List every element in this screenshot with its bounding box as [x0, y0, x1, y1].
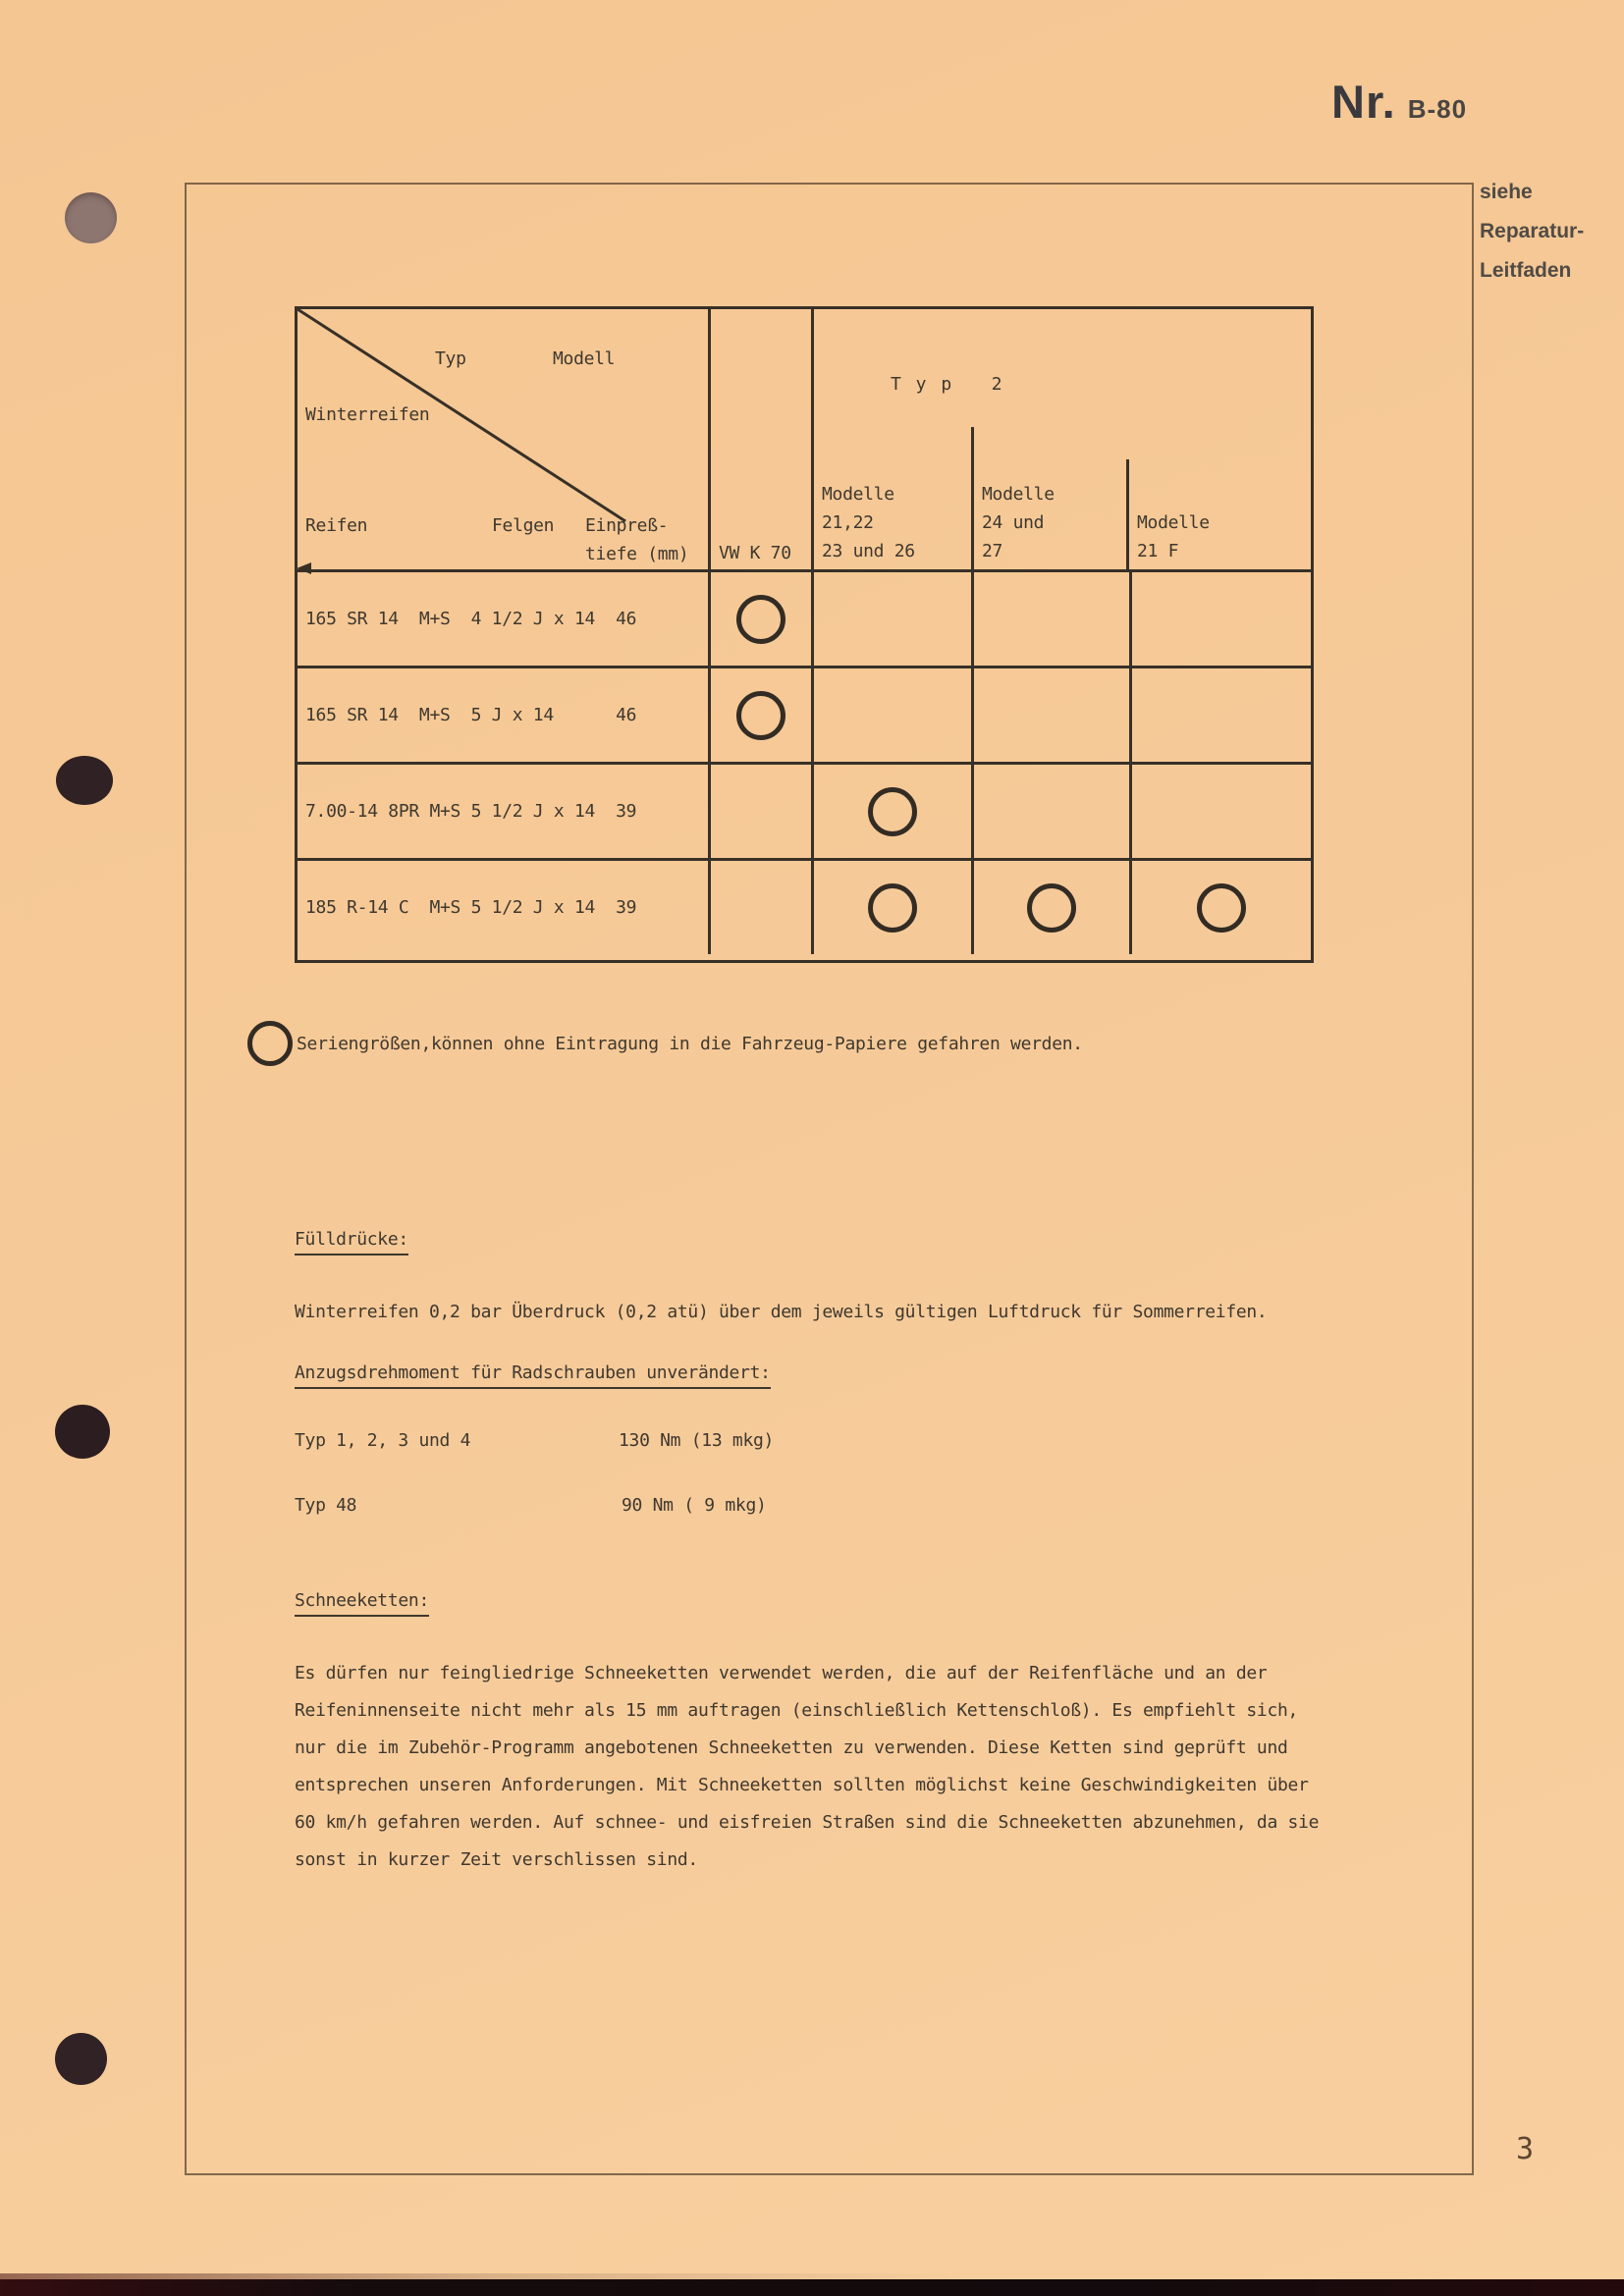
series-mark-cell	[811, 765, 971, 858]
series-mark-cell	[1129, 861, 1311, 954]
side-note-line: Reparatur-	[1480, 220, 1585, 242]
series-size-legend	[247, 1021, 1083, 1066]
document-number-label: Nr.	[1331, 76, 1396, 128]
punch-hole	[65, 192, 117, 243]
punch-hole	[55, 1405, 110, 1459]
series-mark-cell	[708, 572, 811, 666]
series-mark-cell	[708, 765, 811, 858]
document-number	[1331, 75, 1467, 129]
column-header-modelle-24-27: Modelle 24 und 27	[971, 427, 1126, 569]
column-label-felgen: Felgen	[492, 515, 555, 536]
column-label-einpresstiefe-2: tiefe (mm)	[585, 544, 689, 564]
paragraph-line: sonst in kurzer Zeit verschlissen sind.	[295, 1849, 698, 1870]
section-heading-schneeketten: Schneeketten:	[295, 1590, 429, 1617]
series-mark-cell	[971, 861, 1129, 954]
tire-spec: 165 SR 14 M+S 5 J x 14 46	[305, 705, 637, 725]
corner-label-modell: Modell	[553, 348, 616, 369]
column-header-vw-k70: VW K 70	[708, 309, 811, 569]
table-row	[298, 666, 1311, 762]
series-mark-cell	[1129, 668, 1311, 762]
series-mark-cell	[811, 668, 971, 762]
header-line-arrowhead	[297, 562, 311, 574]
series-mark-cell	[811, 861, 971, 954]
series-mark-cell	[708, 668, 811, 762]
table-row	[298, 762, 1311, 858]
section-heading-fuelldruecke: Fülldrücke:	[295, 1229, 408, 1255]
series-mark-cell	[971, 572, 1129, 666]
legend-text: Seriengrößen,können ohne Eintragung in die Fahrzeug-Papiere gefahren werden.	[297, 1033, 1083, 1054]
column-group-typ2	[811, 309, 1311, 569]
tire-spec: 165 SR 14 M+S 4 1/2 J x 14 46	[305, 609, 637, 629]
tire-spec: 7.00-14 8PR M+S 5 1/2 J x 14 39	[305, 801, 637, 822]
torque-row-value: 90 Nm ( 9 mkg)	[622, 1495, 767, 1516]
series-mark-cell	[708, 861, 811, 954]
fuelldruecke-body: Winterreifen 0,2 bar Überdruck (0,2 atü) über dem jeweils gültigen Luftdruck für Sommerreifen.	[295, 1302, 1268, 1322]
punch-hole	[56, 756, 113, 805]
typ2-subcolumns	[814, 427, 1311, 569]
paragraph-line: entsprechen unseren Anforderungen. Mit Schneeketten sollten möglichst keine Geschwindigkeiten über	[295, 1775, 1309, 1795]
series-mark-cell	[1129, 765, 1311, 858]
document-number-value: B-80	[1407, 94, 1468, 124]
table-row	[298, 569, 1311, 666]
paragraph-line: Es dürfen nur feingliedrige Schneeketten verwendet werden, die auf der Reifenfläche und an der	[295, 1663, 1268, 1683]
punch-hole	[55, 2033, 107, 2085]
column-header-modelle-21f: Modelle 21 F	[1126, 459, 1311, 569]
tire-spec: 185 R-14 C M+S 5 1/2 J x 14 39	[305, 897, 637, 918]
section-heading-anzugsdrehmoment: Anzugsdrehmoment für Radschrauben unverändert:	[295, 1362, 771, 1389]
paragraph-line: 60 km/h gefahren werden. Auf schnee- und eisfreien Straßen sind die Schneeketten abzunehmen, da sie	[295, 1812, 1320, 1833]
page-number: 3	[1516, 2132, 1535, 2166]
winter-tire-table	[295, 306, 1314, 963]
table-row	[298, 858, 1311, 954]
schneeketten-paragraph	[295, 1655, 1319, 1879]
typ2-group-label: T y p 2	[891, 374, 1004, 395]
table-corner-cell	[298, 309, 708, 569]
paragraph-line: nur die im Zubehör-Programm angebotenen Schneeketten zu verwenden. Diese Ketten sind geprüft und	[295, 1737, 1288, 1758]
paragraph-line: Reifeninnenseite nicht mehr als 15 mm auftragen (einschließlich Kettenschloß). Es empfiehlt sich,	[295, 1700, 1299, 1721]
corner-label-typ: Typ	[435, 348, 466, 369]
legend-circle-icon	[247, 1021, 293, 1066]
side-note	[1480, 173, 1584, 291]
corner-label-winterreifen: Winterreifen	[305, 404, 430, 425]
series-mark-cell	[1129, 572, 1311, 666]
side-note-line: siehe	[1480, 181, 1533, 203]
series-mark-cell	[971, 668, 1129, 762]
scan-edge-band	[0, 2279, 1624, 2296]
series-mark-cell	[811, 572, 971, 666]
column-label-einpresstiefe: Einpreß-	[585, 515, 669, 536]
torque-row-value: 130 Nm (13 mkg)	[619, 1430, 775, 1451]
torque-row-label: Typ 1, 2, 3 und 4	[295, 1430, 471, 1451]
series-mark-cell	[971, 765, 1129, 858]
column-header-modelle-21-26: Modelle 21,22 23 und 26	[822, 484, 915, 561]
table-header	[298, 309, 1311, 569]
torque-row-label: Typ 48	[295, 1495, 357, 1516]
side-note-line: Leitfaden	[1480, 259, 1572, 282]
column-label-reifen: Reifen	[305, 515, 368, 536]
